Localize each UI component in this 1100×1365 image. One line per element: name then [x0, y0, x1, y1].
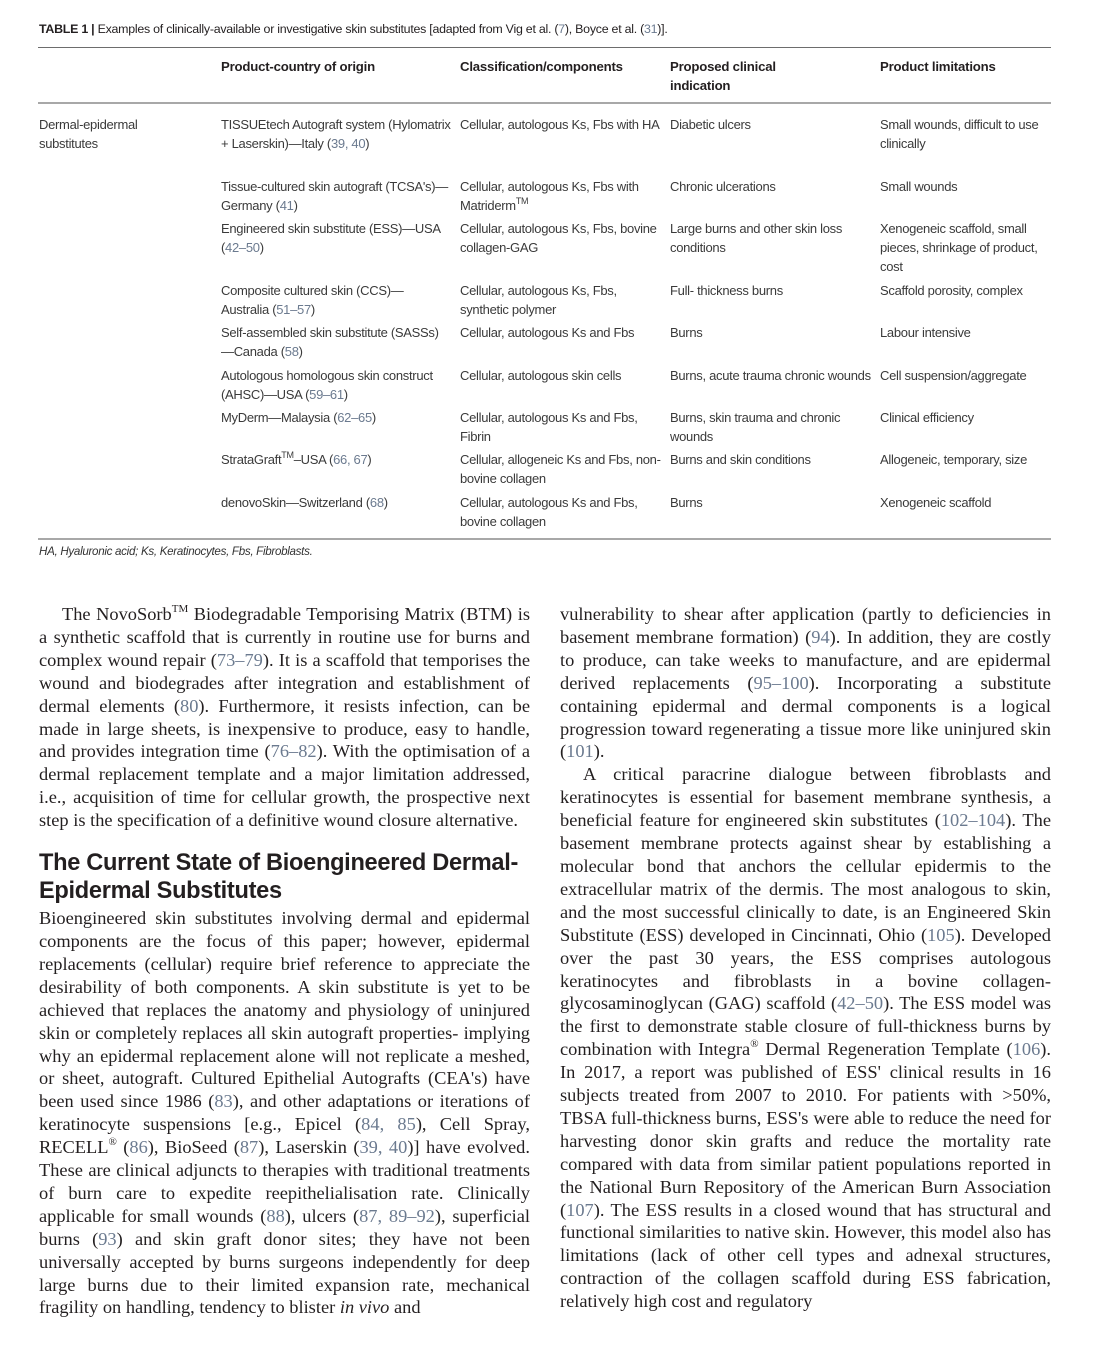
- citation-link[interactable]: 105: [927, 924, 955, 945]
- citation-link[interactable]: 42–50: [837, 993, 884, 1014]
- citation-link[interactable]: 87, 89–92: [359, 1205, 435, 1226]
- cell-product: Self-assembled skin substitute (SASSs)—Canada (58): [221, 325, 439, 359]
- cell-product: MyDerm—Malaysia (62–65): [221, 410, 376, 425]
- citation-link[interactable]: 102–104: [940, 810, 1006, 831]
- cell-limitations: Xenogeneic scaffold, small pieces, shrinkage of product, cost: [880, 221, 1038, 274]
- citation-link[interactable]: 83: [214, 1091, 233, 1112]
- left-column: [39, 603, 530, 1319]
- cell-indication: Burns, acute trauma chronic wounds: [670, 368, 871, 383]
- cell-classification: Cellular, autologous skin cells: [460, 368, 622, 383]
- citation-link[interactable]: 94: [811, 626, 830, 647]
- paragraph-bioengineered: Bioengineered skin substitutes involving dermal and epidermal components are the focus of this paper; however, epidermal replacements (cellular) require brief reference to appreciate the desirability of both components. A skin substitute is yet to be achieved that replaces the anatomy and physiology of uninjured skin or completely replaces all skin autograft properties- implying why an epidermal replacement alone will not replicate a meshed, or sheet, autograft. Cultured Epithelial Autografts (CEA's) have been used since 1986 (83), and other adaptations or iterations of keratinocyte suspensions [e.g., Epicel (84, 85), Cell Spray, RECELL® (86), BioSeed (87), Laserskin (39, 40)] have evolved. These are clinical adjuncts to therapies with traditional treatments of burn care to expedite reepithelialisation rate. Clinically applicable for small wounds (88), ulcers (87, 89–92), superficial burns (93) and skin graft donor sites; they have not been universally accepted by burns surgeons independently for deep large burns due to their limited expansion rate, mechanical fragility on handling, tendency to blister in vivo and: [39, 908, 531, 1318]
- cell-indication: Burns, skin trauma and chronic wounds: [670, 410, 841, 444]
- citation-link[interactable]: 86: [129, 1137, 148, 1158]
- cell-classification: Cellular, autologous Ks and Fbs, Fibrin: [460, 410, 638, 444]
- right-column: [560, 603, 1051, 1313]
- cell-product: Autologous homologous skin construct (AHSC)—USA (59–61): [221, 368, 433, 402]
- cell-classification: Cellular, autologous Ks and Fbs: [460, 325, 635, 340]
- header-limitations: Product limitations: [880, 59, 996, 74]
- cell-limitations: Clinical efficiency: [880, 410, 974, 425]
- citation-link[interactable]: 73–79: [216, 649, 263, 670]
- cell-product: Engineered skin substitute (ESS)—USA (42–50): [221, 221, 440, 255]
- cell-indication: Burns: [670, 495, 703, 510]
- citation-link[interactable]: 88: [266, 1205, 285, 1226]
- citation-link[interactable]: 107: [566, 1199, 594, 1220]
- table-top-rule: [38, 47, 1051, 48]
- cell-limitations: Cell suspension/aggregate: [880, 368, 1027, 383]
- citation-link[interactable]: 42–50: [225, 240, 260, 255]
- row-category: Dermal-epidermal substitutes: [39, 117, 138, 151]
- citation-link[interactable]: 51–57: [276, 302, 311, 317]
- citation-link[interactable]: 39, 40: [359, 1137, 408, 1158]
- header-product: Product-country of origin: [221, 59, 375, 74]
- cell-limitations: Scaffold porosity, complex: [880, 283, 1023, 298]
- citation-link[interactable]: 68: [369, 495, 384, 510]
- citation-link[interactable]: 87: [239, 1137, 259, 1158]
- table-header-rule: [38, 102, 1051, 104]
- table-caption: TABLE 1 | Examples of clinically-available or investigative skin substitutes [adapted from Vig et al. (7), Boyce et al. (31)].: [39, 22, 668, 36]
- cell-indication: Full- thickness burns: [670, 283, 783, 298]
- cell-limitations: Labour intensive: [880, 325, 971, 340]
- cell-indication: Large burns and other skin loss conditions: [670, 221, 843, 255]
- citation-link[interactable]: 106: [1012, 1039, 1041, 1060]
- citation-link[interactable]: 62–65: [337, 410, 372, 425]
- table-footnote: HA, Hyaluronic acid; Ks, Keratinocytes, Fbs, Fibroblasts.: [39, 545, 313, 558]
- cell-classification: Cellular, autologous Ks, Fbs, bovine collagen-GAG: [460, 221, 657, 255]
- citation-link[interactable]: 58: [284, 344, 299, 359]
- citation-link[interactable]: 84, 85: [361, 1114, 416, 1135]
- cell-product: TISSUEtech Autograft system (Hylomatrix + Laserskin)—Italy (39, 40): [221, 117, 451, 151]
- cell-limitations: Allogeneic, temporary, size: [880, 452, 1028, 467]
- citation-link[interactable]: 31: [643, 22, 658, 36]
- cell-limitations: Xenogeneic scaffold: [880, 495, 992, 510]
- citation-link[interactable]: 80: [180, 695, 199, 716]
- citation-link[interactable]: 39, 40: [330, 136, 366, 151]
- cell-classification: Cellular, allogeneic Ks and Fbs, non-bovine collagen: [460, 452, 661, 486]
- citation-link[interactable]: 93: [98, 1228, 117, 1249]
- cell-indication: Burns and skin conditions: [670, 452, 811, 467]
- cell-limitations: Small wounds: [880, 179, 958, 194]
- cell-product: Composite cultured skin (CCS)—Australia (51–57): [221, 283, 404, 317]
- citation-link[interactable]: 76–82: [270, 741, 317, 762]
- paragraph-continued: vulnerability to shear after application (partly to deficiencies in basement membrane formation) (94). In addition, they are costly to produce, can take weeks to manufacture, and are epidermal derived replacements (95–100). Incorporating a substitute containing epidermal and dermal components is a logical progression toward regenerating a tissue more like uninjured skin (101).: [560, 604, 1051, 762]
- paragraph-btm: The NovoSorb™ Biodegradable Temporising Matrix (BTM) is a synthetic scaffold that is currently in routine use for burns and complex wound repair (73–79). It is a scaffold that temporises the wound and biodegrades after integration and establishment of dermal elements (80). Furthermore, it resists infection, can be made in large sheets, is inexpensive to produce, easy to handle, and provides integration time (76–82). With the optimisation of a dermal replacement template and a major limitation addressed, i.e., acquisition of time for cellular growth, the prospective next step is the specification of a definitive wound closure alternative.: [39, 603, 530, 831]
- header-indication: Proposed clinical indication: [670, 59, 776, 93]
- citation-link[interactable]: 7: [558, 22, 565, 36]
- cell-product: denovoSkin—Switzerland (68): [221, 495, 388, 510]
- citation-link[interactable]: 41: [279, 198, 294, 213]
- section-heading: The Current State of Bioengineered Dermal-Epidermal Substitutes: [39, 850, 519, 905]
- header-classification: Classification/components: [460, 59, 623, 74]
- cell-product: StrataGraft™–USA (66, 67): [221, 450, 372, 467]
- citation-link[interactable]: 101: [566, 741, 594, 762]
- cell-classification: Cellular, autologous Ks, Fbs with HA: [460, 117, 660, 132]
- paragraph-paracrine: A critical paracrine dialogue between fibroblasts and keratinocytes is essential for basement membrane synthesis, a beneficial feature for engineered skin substitutes (102–104). The basement membrane protects against shear by establishing a molecular bond that anchors the cellular epidermis to the extracellular matrix of the dermis. The most analogous to skin, and the most successful clinically to date, is an Engineered Skin Substitute (ESS) developed in Cincinnati, Ohio (105). Developed over the past 30 years, the ESS comprises autologous keratinocytes and fibroblasts in a bovine collagen-glycosaminoglycan (GAG) scaffold (42–50). The ESS model was the first to demonstrate stable closure of full-thickness burns by combination with Integra® Dermal Regeneration Template (106). In 2017, a report was published of ESS' clinical results in 16 subjects treated from 2007 to 2010. For patients with >50%, TBSA full-thickness burns, ESS's were able to reduce the need for harvesting donor skin grafts and reduce the mortality rate compared with data from similar patient populations reported in the National Burn Repository of the American Burn Association (107). The ESS results in a closed wound that has structural and functional similarities to native skin. However, this model also has limitations (lack of other cell types and adnexal structures, contraction of the collagen scaffold during ESS fabrication, relatively high cost and regulatory: [560, 764, 1051, 1312]
- citation-link[interactable]: 59–61: [309, 387, 344, 402]
- table-label: TABLE 1 |: [39, 22, 95, 36]
- citation-link[interactable]: 66, 67: [333, 452, 368, 467]
- citation-link[interactable]: 95–100: [753, 672, 809, 693]
- cell-classification: Cellular, autologous Ks, Fbs, synthetic polymer: [460, 283, 617, 317]
- cell-indication: Chronic ulcerations: [670, 179, 776, 194]
- cell-classification: Cellular, autologous Ks, Fbs with Matriderm™: [460, 179, 639, 213]
- cell-indication: Burns: [670, 325, 703, 340]
- cell-indication: Diabetic ulcers: [670, 117, 751, 132]
- cell-product: Tissue-cultured skin autograft (TCSA's)—Germany (41): [221, 179, 448, 213]
- cell-limitations: Small wounds, difficult to use clinically: [880, 117, 1039, 151]
- table-bottom-rule: [38, 538, 1051, 540]
- cell-classification: Cellular, autologous Ks and Fbs, bovine collagen: [460, 495, 638, 529]
